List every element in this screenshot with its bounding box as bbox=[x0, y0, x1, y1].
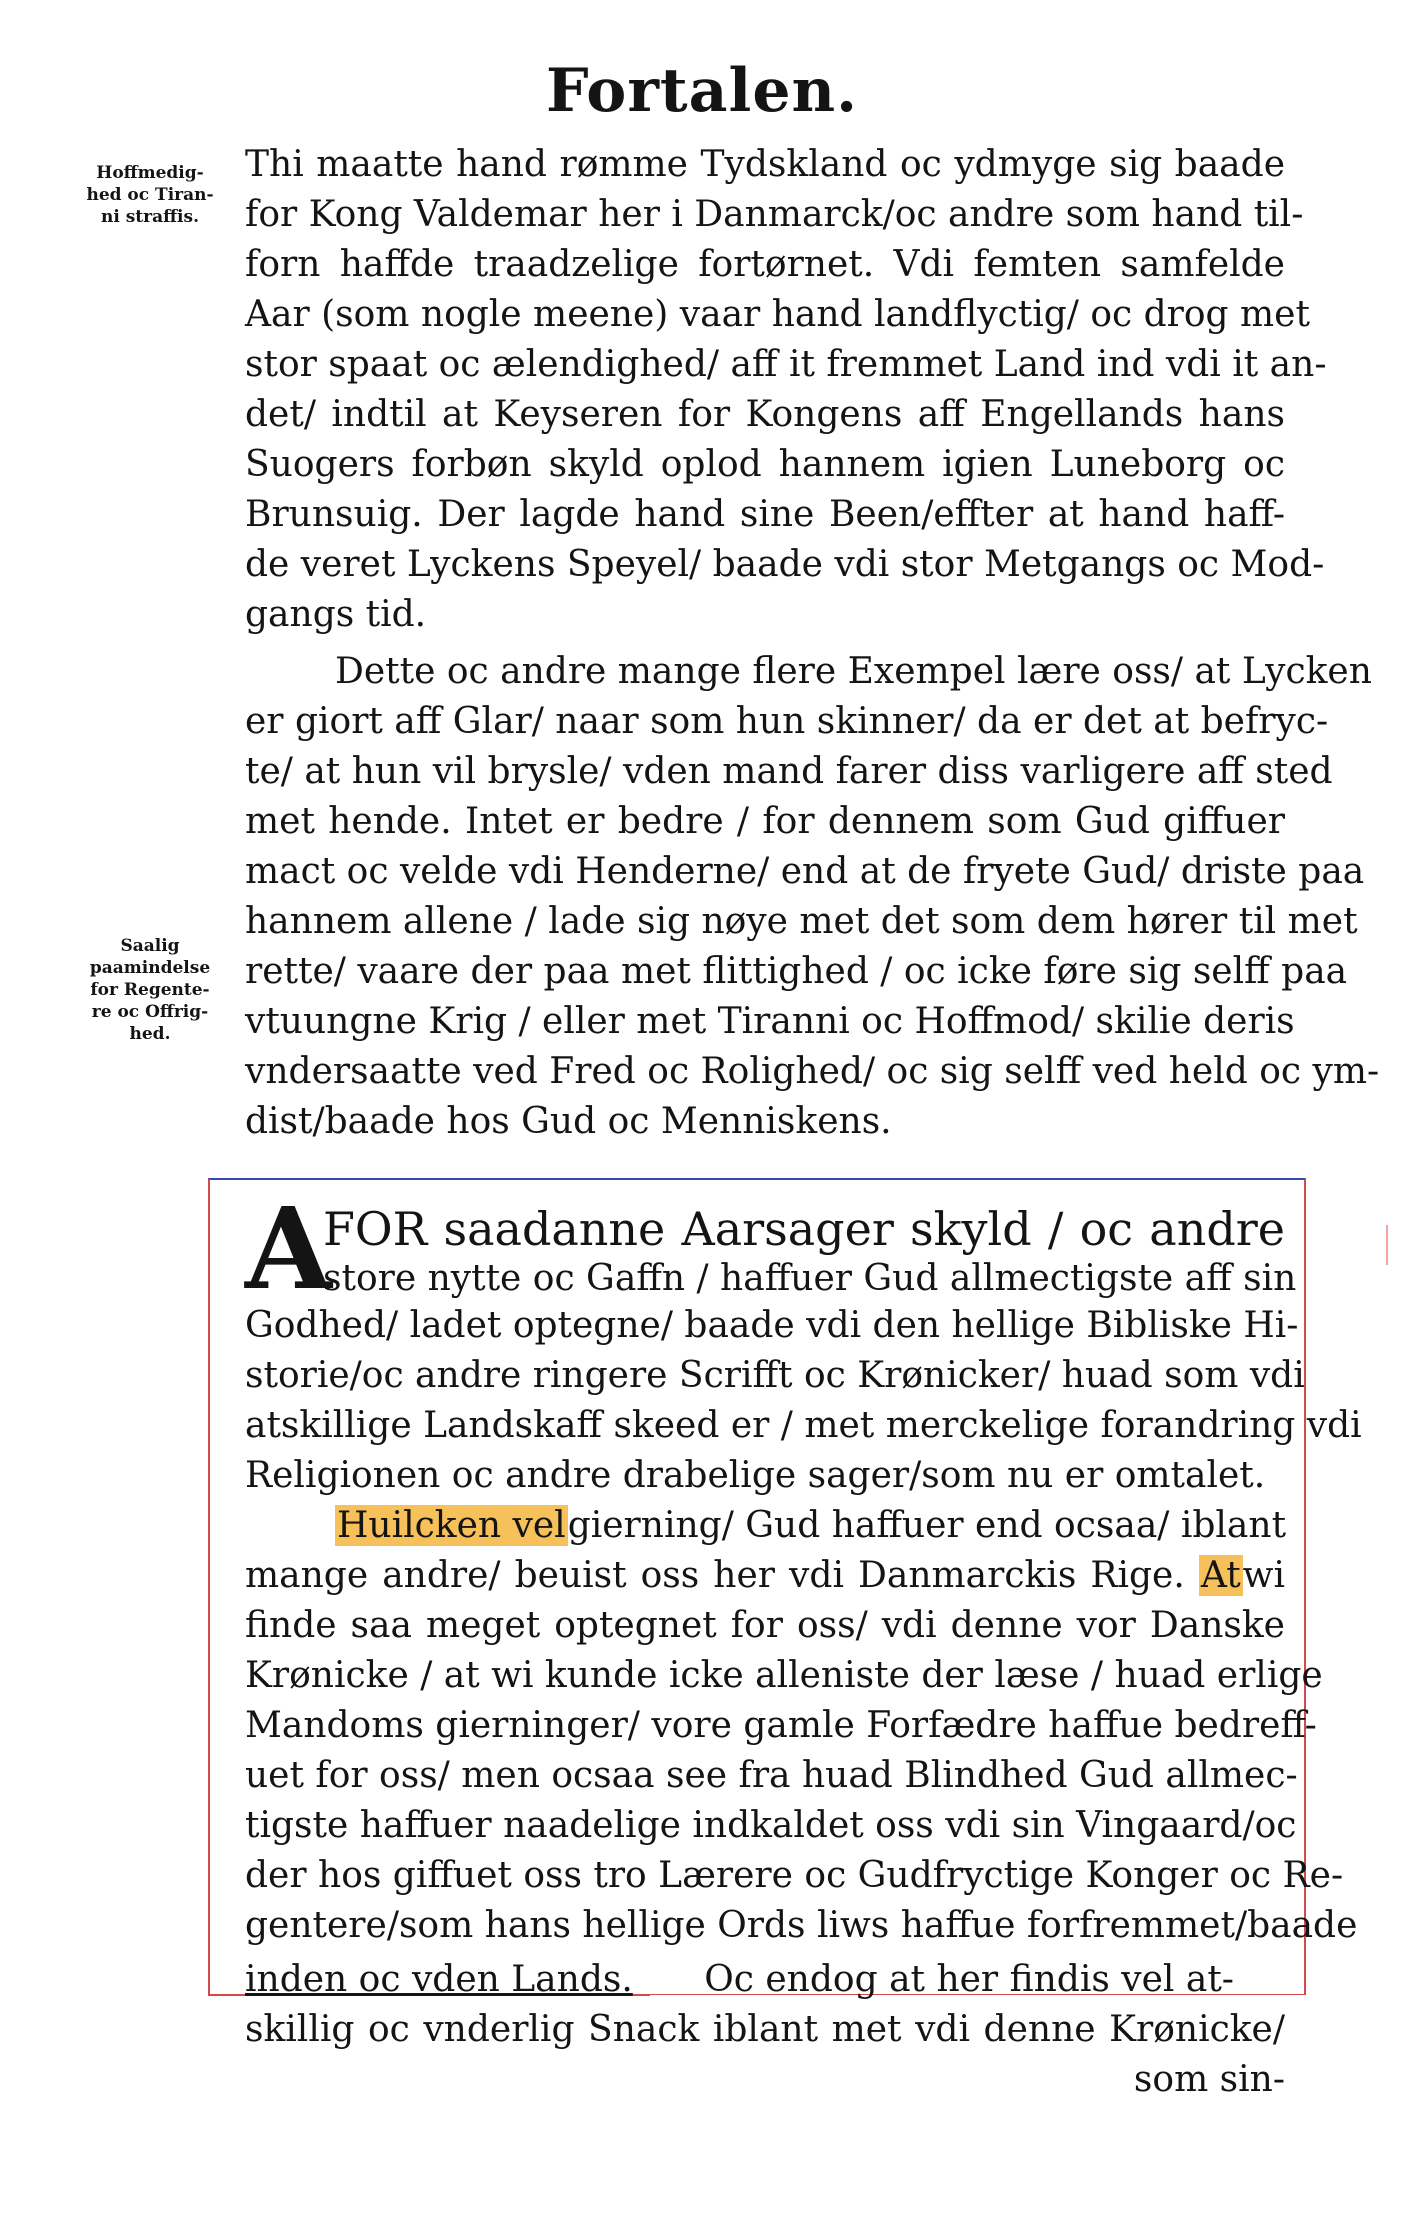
text-line-highlighted bbox=[245, 1501, 1285, 1551]
text-line: stor spaat oc ælendighed/ aff it fremmet Land ind vdi it an- bbox=[245, 344, 1327, 385]
text-line: Thi maatte hand rømme Tydskland oc ydmyge sig baade bbox=[245, 144, 1285, 185]
text-line: de veret Lyckens Speyel/ baade vdi stor Metgangs oc Mod- bbox=[245, 544, 1325, 585]
highlight-mark: At bbox=[1200, 1555, 1241, 1596]
margin-note-line: Saalig bbox=[120, 936, 180, 956]
text-span: mange andre/ beuist oss her vdi Danmarckis Rige. bbox=[245, 1555, 1185, 1596]
text-line: gentere/som hans hellige Ords liws haffue forfremmet/baade bbox=[245, 1905, 1358, 1946]
highlight-mark: Huilcken vel bbox=[337, 1505, 566, 1546]
text-line: skillig oc vnderlig Snack iblant met vdi denne Krønicke/ bbox=[245, 2009, 1285, 2050]
text-line: atskillige Landskaff skeed er / met merckelige forandring vdi bbox=[245, 1405, 1362, 1446]
margin-note-line: paamindelse bbox=[89, 958, 211, 978]
paragraph-4 bbox=[245, 1955, 1285, 2105]
text-line: Krønicke / at wi kunde icke alleniste der læse / huad erlige bbox=[245, 1655, 1323, 1696]
text-span: wi bbox=[1242, 1555, 1285, 1596]
text-line: der hos giffuet oss tro Lærere oc Gudfryctige Konger oc Re- bbox=[245, 1855, 1344, 1896]
text-line: store nytte oc Gaffn / haffuer Gud allmectigste aff sin bbox=[323, 1258, 1297, 1299]
text-line: te/ at hun vil brysle/ vden mand farer diss varligere aff sted bbox=[245, 751, 1333, 792]
text-line: vtuungne Krig / eller met Tiranni oc Hoffmod/ skilie deris bbox=[245, 1001, 1295, 1042]
paragraph-3 bbox=[245, 1184, 1362, 1951]
text-line: storie/oc andre ringere Scrifft oc Krønicker/ huad som vdi bbox=[245, 1355, 1305, 1396]
text-line-highlighted bbox=[245, 1551, 1285, 1601]
text-line: tigste haffuer naadelige indkaldet oss vdi sin Vingaard/oc bbox=[245, 1805, 1297, 1846]
text-line: det/ indtil at Keyseren for Kongens aff Engellands hans bbox=[245, 394, 1285, 435]
margin-note-line: hed oc Tiran- bbox=[86, 185, 214, 205]
dropcap-heading bbox=[245, 1184, 1297, 1315]
page-title: Fortalen. bbox=[545, 56, 859, 126]
text-line: hannem allene / lade sig nøye met det som dem hører til met bbox=[245, 901, 1358, 942]
text-line bbox=[245, 1955, 1285, 2005]
paragraph-1 bbox=[245, 140, 1327, 640]
margin-note-line: Hoffmedig- bbox=[96, 163, 204, 183]
underlined-text: inden oc vden Lands. bbox=[245, 1959, 633, 2000]
margin-note-line: hed. bbox=[129, 1024, 171, 1044]
text-line: forn haffde traadzelige fortørnet. Vdi femten samfelde bbox=[245, 244, 1285, 285]
text-line: dist/baade hos Gud oc Menniskens. bbox=[245, 1101, 892, 1142]
margin-note-line: for Regente- bbox=[90, 980, 210, 1000]
drop-capital: A bbox=[245, 1184, 332, 1315]
text-line: Mandoms gierninger/ vore gamle Forfædre haffue bedreff- bbox=[245, 1705, 1317, 1746]
margin-note-regents bbox=[70, 935, 230, 1045]
margin-note-line: re oc Offrig- bbox=[91, 1002, 209, 1022]
text-line: rette/ vaare der paa met flittighed / oc icke føre sig selff paa bbox=[245, 951, 1348, 992]
margin-note-tyranny bbox=[70, 162, 230, 228]
text-line: gangs tid. bbox=[245, 594, 427, 635]
text-line: mact oc velde vdi Henderne/ end at de fryete Gud/ driste paa bbox=[245, 851, 1365, 892]
text-line: Suogers forbøn skyld oplod hannem igien Luneborg oc bbox=[245, 444, 1285, 485]
text-line: uet for oss/ men ocsaa see fra huad Blindhed Gud allmec- bbox=[245, 1755, 1298, 1796]
text-line: Godhed/ ladet optegne/ baade vdi den hellige Bibliske Hi- bbox=[245, 1305, 1299, 1346]
text-line: Religionen oc andre drabelige sager/som nu er omtalet. bbox=[245, 1455, 1266, 1496]
heading-line: FOR saadanne Aarsager skyld / oc andre bbox=[323, 1202, 1285, 1256]
text-line: for Kong Valdemar her i Danmarck/oc andre som hand til- bbox=[245, 194, 1304, 235]
text-line: Dette oc andre mange flere Exempel lære oss/ at Lycken bbox=[335, 651, 1372, 692]
margin-note-line: ni straffis. bbox=[100, 207, 200, 227]
text-line: Brunsuig. Der lagde hand sine Been/effter at hand haff- bbox=[245, 494, 1285, 535]
text-line: finde saa meget optegnet for oss/ vdi denne vor Danske bbox=[245, 1605, 1285, 1646]
text-span: Oc endog at her findis vel at- bbox=[704, 1959, 1234, 2000]
paragraph-2 bbox=[245, 647, 1380, 1147]
text-line: er giort aff Glar/ naar som hun skinner/ da er det at befryc- bbox=[245, 701, 1329, 742]
text-line: Aar (som nogle meene) vaar hand landflyctig/ oc drog met bbox=[245, 294, 1310, 335]
text-span: gierning/ Gud haffuer end ocsaa/ iblant bbox=[567, 1505, 1287, 1546]
text-line: vndersaatte ved Fred oc Rolighed/ oc sig selff ved held oc ym- bbox=[245, 1051, 1380, 1092]
catchword: som sin- bbox=[1133, 2059, 1285, 2100]
pen-mark bbox=[1386, 1225, 1388, 1265]
text-line: met hende. Intet er bedre / for dennem som Gud giffuer bbox=[245, 801, 1285, 842]
